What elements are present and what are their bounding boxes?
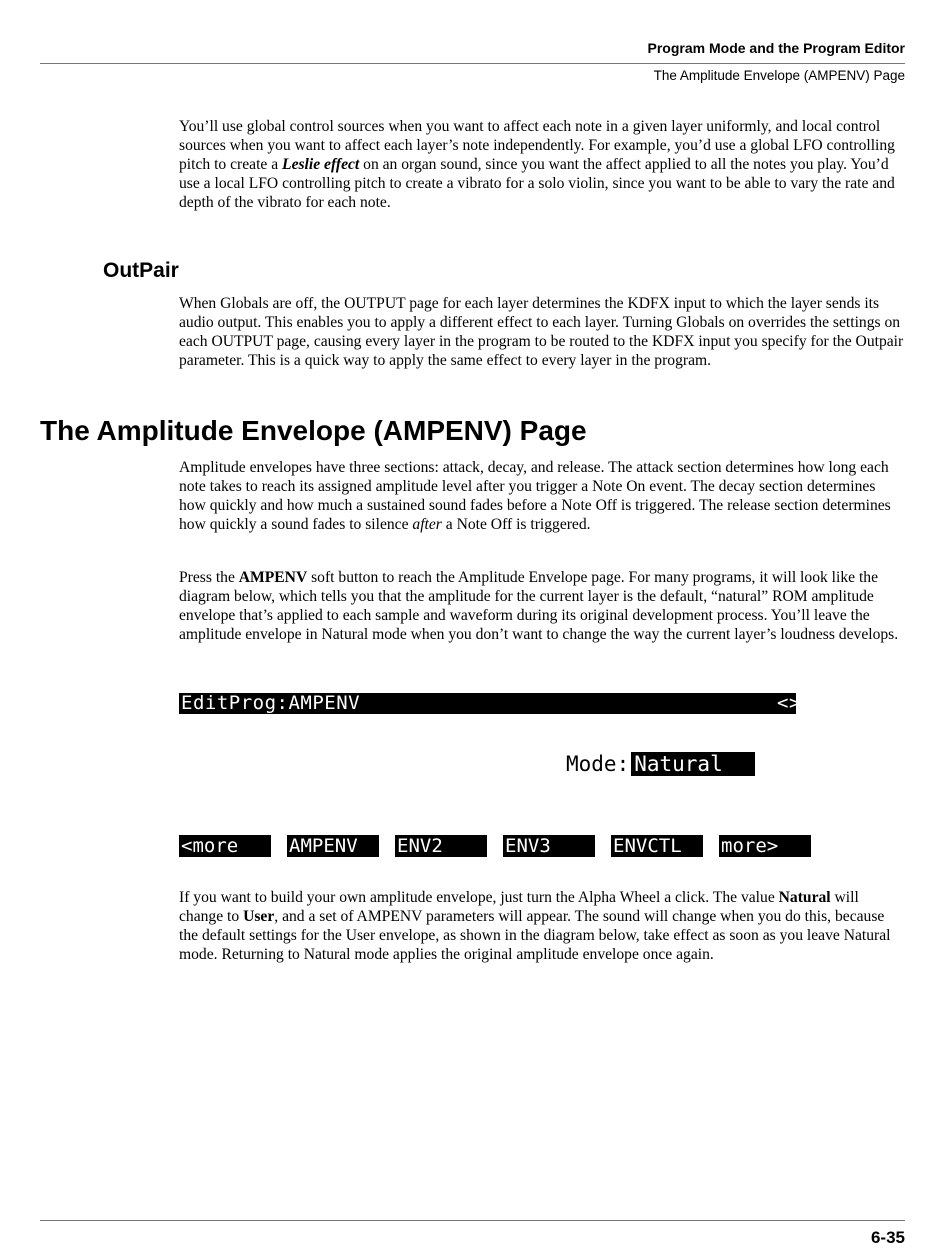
ampenv-p3-text-2: will change to <box>179 889 859 925</box>
soft-button-more-left[interactable]: <more <box>179 835 271 857</box>
intro-paragraph <box>179 118 905 213</box>
ampenv-paragraph-2 <box>179 569 905 645</box>
soft-button-env2[interactable]: ENV2 <box>395 835 487 857</box>
mode-label: Mode: <box>566 752 630 776</box>
ampenv-p3-text-3: , and a set of AMPENV parameters will appear. The sound will change when you do this, because the default settings for the User envelope, as shown in the diagram below, take effect as soon as you leave Natural mode. Returning to Natural mode applies the original amplitude envelope once again. <box>179 907 891 963</box>
ampenv-p2-text-1: Press the <box>179 569 239 586</box>
ampenv-paragraph-1 <box>179 459 905 535</box>
intro-text-1: You’ll use global control sources when you want to affect each note in a given layer uniformly, and local control sources when you want to affect each layer’s note independently. For example, you’d use a global LFO controlling pitch to create a <box>179 118 895 173</box>
ampenv-p3-bold-natural: Natural <box>778 889 831 906</box>
soft-button-env3[interactable]: ENV3 <box>503 835 595 857</box>
lcd-title-right: <>Layer:1/1 <box>777 692 909 714</box>
header-rule <box>40 63 905 64</box>
ampenv-p1-emphasis: after <box>412 515 442 533</box>
outpair-heading: OutPair <box>103 259 179 282</box>
outpair-paragraph: When Globals are off, the OUTPUT page for each layer determines the KDFX input to which the layer sends its audio output. This enables you to apply a different effect to each layer. Turning Globals on overrides the settings on each OUTPUT page, causing every layer in the program to be routed to the KDFX input you specify for the Outpair parameter. This is a quick way to apply the same effect to every layer in the program. <box>179 295 904 369</box>
running-head-chapter: Program Mode and the Program Editor <box>647 40 905 56</box>
lcd-title-left: EditProg:AMPENV <box>181 692 361 714</box>
page-number: 6-35 <box>870 1228 905 1247</box>
lcd-title-bar <box>179 692 909 714</box>
ampenv-p3-bold-user: User <box>243 907 275 925</box>
mode-value[interactable]: Natural <box>631 752 755 776</box>
ampenv-p2-bold: AMPENV <box>238 569 308 586</box>
ampenv-p2-text-2: soft button to reach the Amplitude Envelope page. For many programs, it will look like the diagram below, which tells you that the amplitude for the current layer is the default, “natural” ROM amplitude envelope that’s applied to each sample and waveform during its original development process. You’ll leave the amplitude envelope in Natural mode when you don’t want to change the way the current layer’s loudness develops. <box>179 569 899 643</box>
ampenv-p1-text-2: a Note Off is triggered. <box>441 515 591 533</box>
page-title: The Amplitude Envelope (AMPENV) Page <box>40 415 587 446</box>
ampenv-p3-text-1: If you want to build your own amplitude envelope, just turn the Alpha Wheel a click. The value <box>179 889 779 906</box>
intro-text-2: on an organ sound, since you want the affect applied to all the notes you play. You’d use a local LFO controlling pitch to create a vibrato for a solo violin, since you want to be able to vary the rate and depth of the vibrato for each note. <box>179 155 895 211</box>
lcd-mode-row <box>566 752 755 776</box>
footer-rule <box>40 1220 905 1221</box>
soft-button-ampenv[interactable]: AMPENV <box>287 835 379 857</box>
ampenv-p1-text-1: Amplitude envelopes have three sections: attack, decay, and release. The attack section determines how long each note takes to reach its assigned amplitude level after you trigger a Note On event. The decay section determines how quickly and how much a sustained sound fades before a Note Off is triggered. The release section determines how quickly a sound fades to silence <box>179 459 891 533</box>
intro-emphasis: Leslie effect <box>282 155 360 173</box>
soft-button-envctl[interactable]: ENVCTL <box>611 835 703 857</box>
soft-button-more-right[interactable]: more> <box>719 835 811 857</box>
running-head-section: The Amplitude Envelope (AMPENV) Page <box>653 68 905 83</box>
ampenv-paragraph-3 <box>179 889 905 965</box>
